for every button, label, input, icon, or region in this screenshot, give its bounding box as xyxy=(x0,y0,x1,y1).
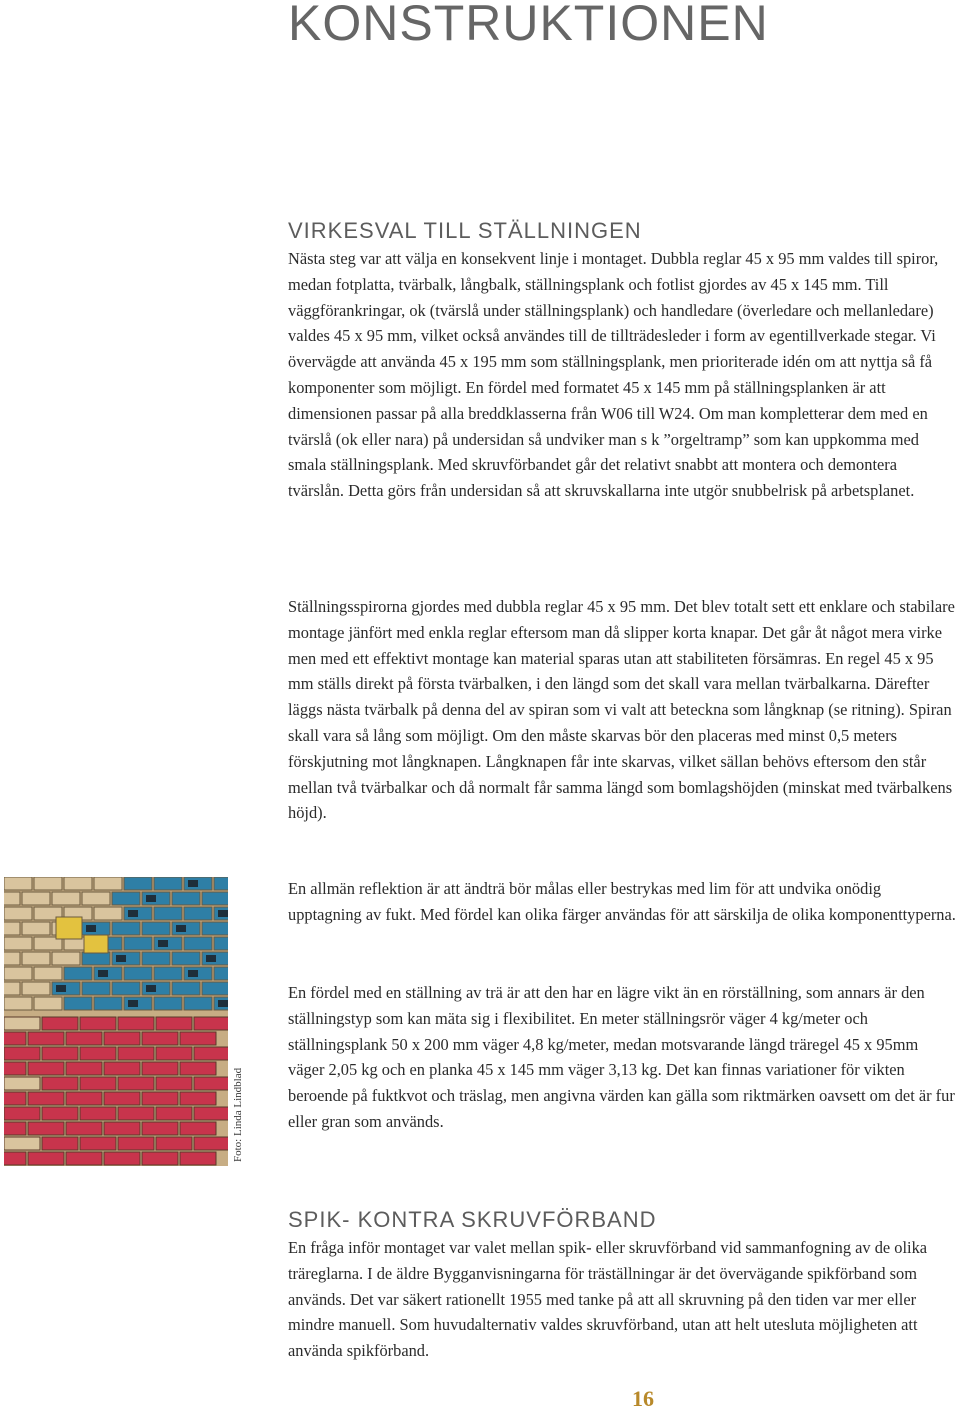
lumber-end xyxy=(52,952,80,965)
page-title: KONSTRUKTIONEN xyxy=(288,0,769,51)
lumber-end xyxy=(66,1152,102,1165)
lumber-end xyxy=(142,1122,178,1135)
lumber-end xyxy=(194,1017,228,1030)
lumber-end xyxy=(80,1077,116,1090)
lumber-end xyxy=(172,982,200,995)
lumber-end xyxy=(80,1017,116,1030)
lumber-end xyxy=(172,892,200,905)
lumber-end xyxy=(184,997,212,1010)
lumber-end xyxy=(154,997,182,1010)
lumber-end xyxy=(42,1017,78,1030)
section-heading-spik: SPIK- KONTRA SKRUVFÖRBAND xyxy=(288,1207,657,1232)
lumber-end xyxy=(118,1017,154,1030)
lumber-end xyxy=(4,1092,26,1105)
lumber-end xyxy=(4,1137,40,1150)
lumber-end xyxy=(4,967,32,980)
lumber-end xyxy=(194,1137,228,1150)
lumber-end xyxy=(94,997,122,1010)
photo-credit: Foto: Linda Lindblad xyxy=(232,1067,244,1162)
lumber-end xyxy=(4,1062,26,1075)
paragraph-vikt: En fördel med en ställning av trä är att den har en lägre vikt än en rörställning, som annars är den ställningstyp som kan mäta sig i flexibilitet. En meter ställningsrör väger 4 kg/meter och ställningsplank 50 x 200 mm väger 4,8 kg/meter, medan motsvarande längd träregel 45 x 95mm väger 2,05 kg och en planka 45 x 145 mm väger 3,13 kg. Det kan finnas variationer för vikten beroende på fuktkvot och träslag, men angivna värden kan gälla som riktmärken oavsett om det är fur eller gran som används. xyxy=(288,983,955,1131)
lumber-end xyxy=(180,1122,216,1135)
lumber-end xyxy=(82,892,110,905)
lumber-end xyxy=(118,1107,154,1120)
lumber-end xyxy=(194,1047,228,1060)
lumber-end xyxy=(22,892,50,905)
lumber-stack-illustration xyxy=(4,877,228,1166)
lumber-end xyxy=(118,1077,154,1090)
lumber-end xyxy=(66,1092,102,1105)
lumber-end xyxy=(206,955,216,962)
lumber-end xyxy=(218,1000,228,1007)
lumber-end xyxy=(98,970,108,977)
lumber-end xyxy=(52,892,80,905)
lumber-end xyxy=(22,922,50,935)
lumber-end xyxy=(142,1032,178,1045)
lumber-end xyxy=(80,1137,116,1150)
paragraph-spiror: Ställningsspirorna gjordes med dubbla reglar 45 x 95 mm. Det blev totalt sett ett enklare och stabilare montage jänfört med enkla reglar eftersom man då slipper korta knapar. Det går åt något mera virke men med ett effektivt montage kan material sparas utan att stabiliteten försämras. En regel 45 x 95 mm ställs direkt på första tvärbalken, i den längd som det skall vara mellan tvärbalkarna. Därefter läggs nästa tvärbalk på denna del av spiran som vi valt att beteckna som långknap (se ritning). Spiran skall vara så lång som möjligt. Om den måste skarvas bör den placeras med minst 0,5 meters förskjutning mot långknapen. Långknapen får inte skarvas, vilket sällan behövs eftersom den står mellan två tvärbalkar och då normalt får samma längd som bomlagshöjden (minskat med tvärbalkens höjd). xyxy=(288,597,955,823)
section-spik xyxy=(288,1207,956,1364)
lumber-end xyxy=(34,967,62,980)
lumber-end xyxy=(56,917,82,939)
lumber-end xyxy=(184,907,212,920)
lumber-end xyxy=(28,1032,64,1045)
lumber-end xyxy=(104,1092,140,1105)
lumber-end xyxy=(28,1152,64,1165)
lumber-end xyxy=(124,877,152,890)
lumber-end xyxy=(194,1077,228,1090)
lumber-end xyxy=(180,1152,216,1165)
lumber-end xyxy=(214,937,228,950)
lumber-end xyxy=(64,997,92,1010)
lumber-end xyxy=(154,967,182,980)
lumber-end xyxy=(124,937,152,950)
section-heading-virkesval: VIRKESVAL TILL STÄLLNINGEN xyxy=(288,218,642,243)
lumber-end xyxy=(56,985,66,992)
lumber-end xyxy=(82,952,110,965)
lumber-end xyxy=(128,910,138,917)
lumber-end xyxy=(142,1062,178,1075)
lumber-end xyxy=(112,982,140,995)
lumber-end xyxy=(142,1092,178,1105)
lumber-end xyxy=(4,1122,26,1135)
lumber-stack-photo xyxy=(4,877,228,1166)
lumber-end xyxy=(42,1137,78,1150)
lumber-end xyxy=(4,937,32,950)
lumber-end xyxy=(202,922,228,935)
lumber-end xyxy=(156,1137,192,1150)
lumber-end xyxy=(4,1152,26,1165)
section-virkesval xyxy=(288,218,956,504)
lumber-end xyxy=(80,1107,116,1120)
lumber-end xyxy=(4,1077,40,1090)
lumber-end xyxy=(94,907,122,920)
lumber-end xyxy=(4,997,32,1010)
lumber-end xyxy=(4,1047,40,1060)
lumber-end xyxy=(86,925,96,932)
lumber-end xyxy=(156,1107,192,1120)
lumber-end xyxy=(64,877,92,890)
lumber-end xyxy=(112,892,140,905)
lumber-end xyxy=(202,982,228,995)
lumber-end xyxy=(194,1107,228,1120)
lumber-end xyxy=(34,877,62,890)
lumber-end xyxy=(172,952,200,965)
lumber-end xyxy=(202,892,228,905)
lumber-end xyxy=(66,1032,102,1045)
lumber-end xyxy=(4,892,20,905)
lumber-end xyxy=(214,967,228,980)
paragraph-virkesval-intro: Nästa steg var att välja en konsekvent linje i montaget. Dubbla reglar 45 x 95 mm valdes till spiror, medan fotplatta, tvärbalk, långbalk, ställningsplank och fotlist gjordes av 45 x 145 mm. Till väggförankringar, ok (tvärslå under ställningsplank) och handledare (överledare och mellanledare) valdes 45 x 95 mm, vilket också användes till de tillträdesleder i form av egentillverkade stegar. Vi övervägde att använda 45 x 195 mm som ställningsplank, men prioriterade idén om att nyttja så få komponenter som möjligt. En fördel med formatet 45 x 145 mm på ställningsplanken är att dimensionen passar på alla breddklasserna från W06 till W24. Om man kompletterar dem med en tvärslå (ok eller nara) på undersidan så undviker man s k ”orgeltramp” som kan uppkomma med smala ställningsplank. Med skruvförbandet går det relativt snabbt att montera och demontera tvärslån. Detta görs från undersidan så att skruvskallarna inte utgör snubbelrisk på arbetsplanet. xyxy=(288,249,939,501)
lumber-end xyxy=(4,877,32,890)
lumber-end xyxy=(158,940,168,947)
lumber-end xyxy=(146,985,156,992)
paragraph-block-vikt xyxy=(288,980,956,1135)
lumber-end xyxy=(116,955,126,962)
lumber-end xyxy=(84,935,108,953)
lumber-end xyxy=(82,982,110,995)
lumber-end xyxy=(180,1062,216,1075)
lumber-end xyxy=(156,1047,192,1060)
lumber-end xyxy=(4,1107,40,1120)
lumber-end xyxy=(28,1122,64,1135)
lumber-end xyxy=(156,1077,192,1090)
lumber-end xyxy=(176,925,186,932)
lumber-end xyxy=(218,910,228,917)
lumber-end xyxy=(42,1047,78,1060)
paragraph-block-reflektion xyxy=(288,876,956,928)
lumber-end xyxy=(154,907,182,920)
lumber-end xyxy=(42,1107,78,1120)
lumber-end xyxy=(188,970,198,977)
paragraph-block-spiror xyxy=(288,594,956,826)
lumber-end xyxy=(104,1062,140,1075)
lumber-end xyxy=(180,1092,216,1105)
lumber-end xyxy=(28,1062,64,1075)
lumber-end xyxy=(4,1032,26,1045)
lumber-end xyxy=(104,1122,140,1135)
lumber-end xyxy=(64,967,92,980)
lumber-end xyxy=(22,952,50,965)
lumber-end xyxy=(156,1017,192,1030)
lumber-end xyxy=(214,877,228,890)
page-number: 16 xyxy=(632,1386,654,1411)
paragraph-spik: En fråga inför montaget var valet mellan spik- eller skruvförband vid sammanfogning av de olika träreglarna. I de äldre Bygganvisningarna för träställningar är det övervägande spikförband som används. Det var säkert rationellt 1955 med tanke på att all skruvning på den tiden var mer eller mindre manuell. Som huvudalternativ valdes skruvförband, utan att helt utesluta möjligheten att använda spikförband. xyxy=(288,1238,928,1361)
lumber-end xyxy=(34,997,62,1010)
lumber-end xyxy=(4,922,20,935)
lumber-end xyxy=(4,982,20,995)
lumber-end xyxy=(104,1032,140,1045)
lumber-end xyxy=(4,952,20,965)
lumber-end xyxy=(4,1017,40,1030)
paragraph-reflektion: En allmän reflektion är att ändträ bör målas eller bestrykas med lim för att undvika onödig upptagning av fukt. Med fördel kan olika färger användas för att särskilja de olika komponenttyperna. xyxy=(288,879,956,924)
lumber-end xyxy=(94,877,122,890)
lumber-end xyxy=(28,1092,64,1105)
lumber-end xyxy=(4,907,32,920)
lumber-end xyxy=(142,952,170,965)
lumber-end xyxy=(188,880,198,887)
lumber-end xyxy=(180,1032,216,1045)
lumber-end xyxy=(142,922,170,935)
lumber-end xyxy=(80,1047,116,1060)
lumber-end xyxy=(22,982,50,995)
lumber-end xyxy=(66,1122,102,1135)
lumber-end xyxy=(154,877,182,890)
lumber-end xyxy=(118,1137,154,1150)
lumber-end xyxy=(66,1062,102,1075)
lumber-end xyxy=(184,937,212,950)
lumber-end xyxy=(124,967,152,980)
lumber-end xyxy=(142,1152,178,1165)
lumber-end xyxy=(118,1047,154,1060)
lumber-end xyxy=(42,1077,78,1090)
lumber-end xyxy=(146,895,156,902)
lumber-end xyxy=(104,1152,140,1165)
lumber-end xyxy=(128,1000,138,1007)
lumber-end xyxy=(112,922,140,935)
